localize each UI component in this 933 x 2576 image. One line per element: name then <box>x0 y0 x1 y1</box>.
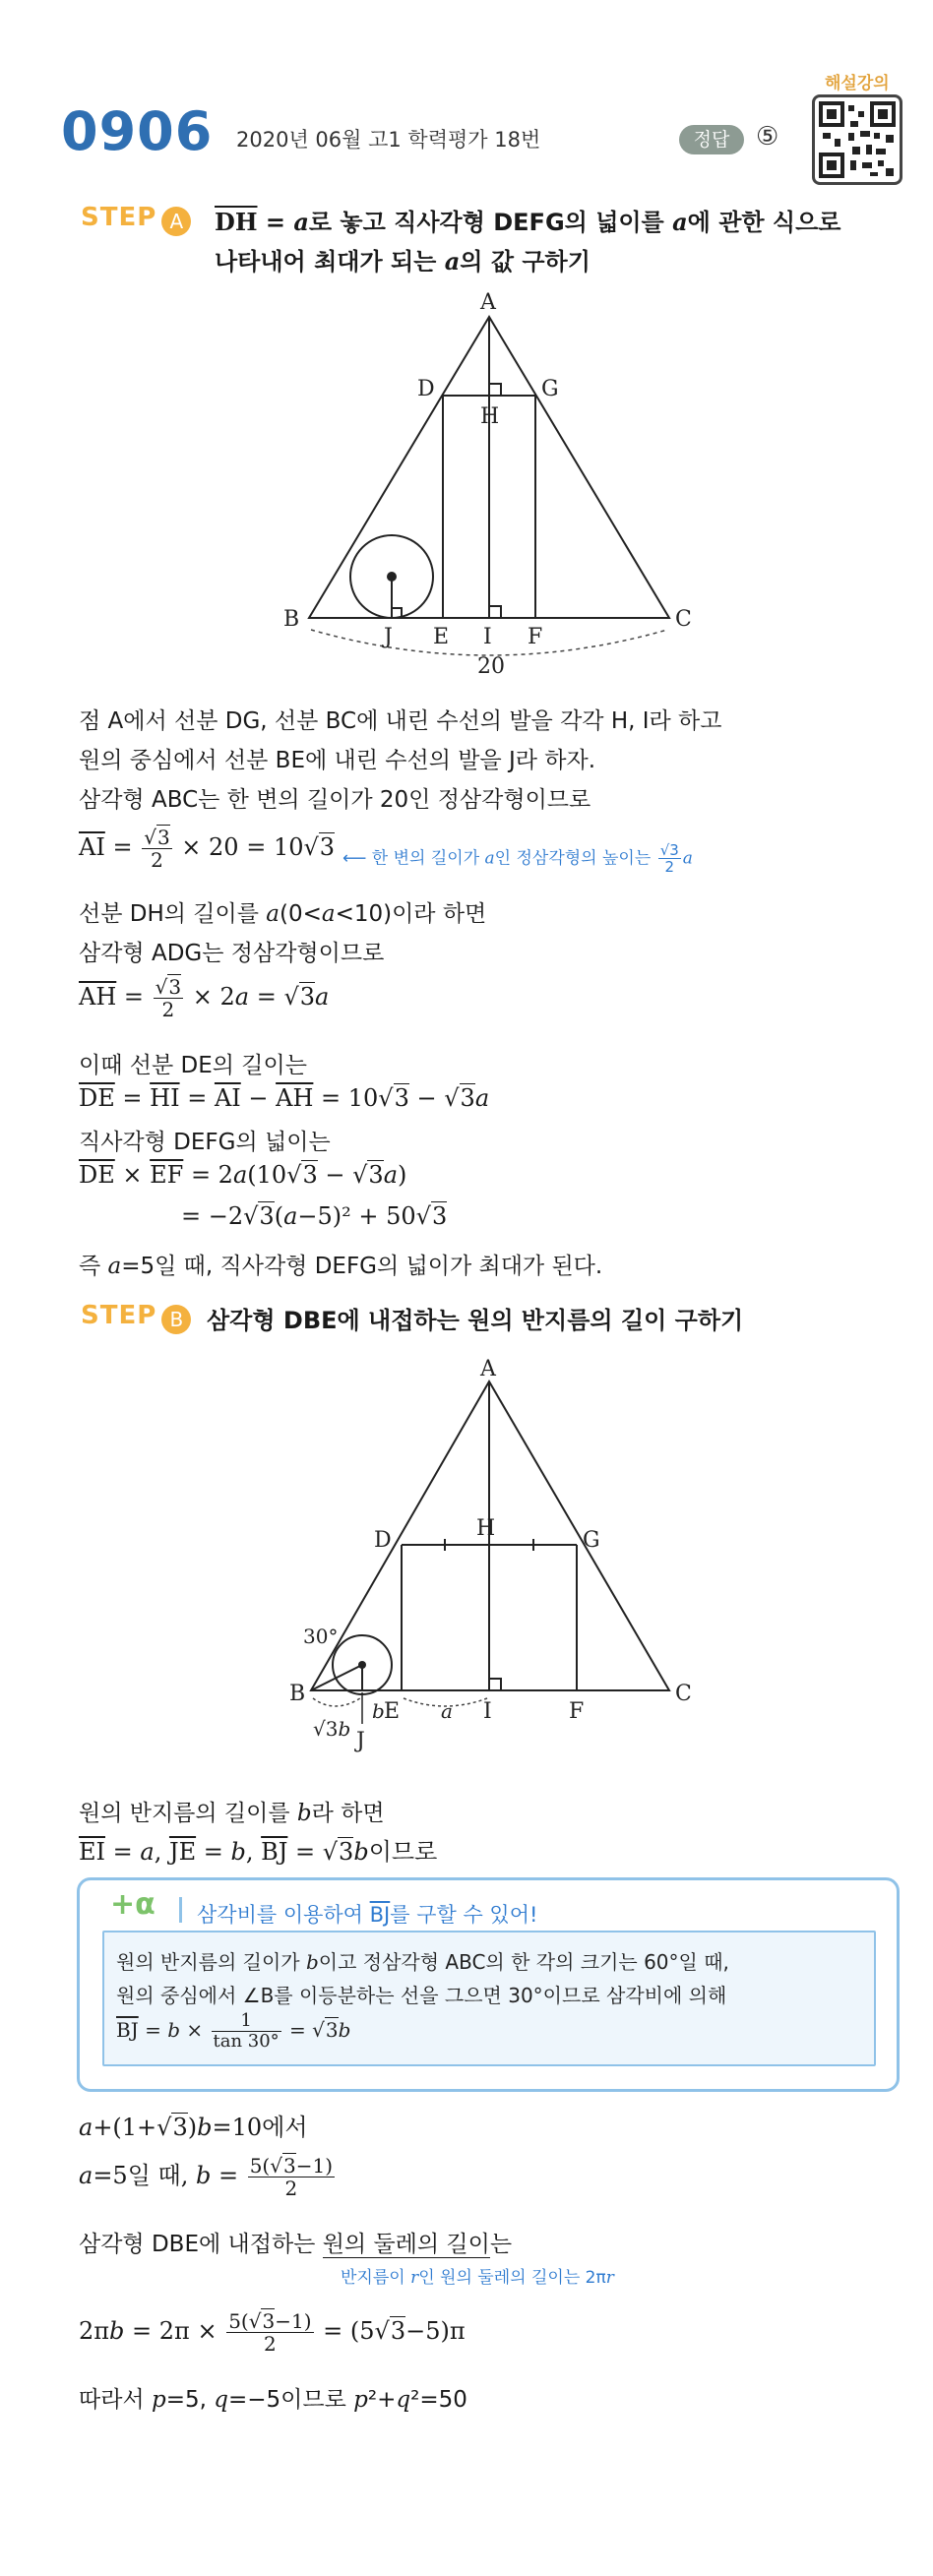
step-b-eq1: $\overline{EI} = a$, $\overline{JE} = b$, $\overline{BJ} = √3b$이므로 <box>79 1838 438 1866</box>
final-para2: 따라서 p=5, q=−5이므로 p²+q²=50 <box>79 2387 467 2413</box>
step-a-eq5: = −2√3(a−5)² + 50√3 <box>181 1202 448 1230</box>
answer-badge: 정답 <box>679 125 744 154</box>
step-a-para1: 점 A에서 선분 DG, 선분 BC에 내린 수선의 발을 각각 H, I라 하고 <box>79 708 722 734</box>
step-a-para3: 삼각형 ABC는 한 변의 길이가 20인 정삼각형이므로 <box>79 787 591 813</box>
fig2-label-c: C <box>675 1682 692 1706</box>
label-a: A <box>480 290 496 315</box>
step-b-label: STEP B <box>81 1301 191 1334</box>
fig2-label-sqrt3b: √3b <box>313 1717 351 1741</box>
final-note: 반지름이 r인 원의 둘레의 길이는 2πr <box>341 2268 614 2288</box>
step-b-badge: B <box>161 1305 191 1334</box>
fig2-label-b-small: b <box>372 1699 385 1723</box>
label-c: C <box>675 607 692 632</box>
fig2-label-h: H <box>476 1516 496 1541</box>
label-j: J <box>384 625 393 649</box>
fig2-label-i: I <box>483 1699 492 1724</box>
fig2-label-a-small: a <box>441 1699 453 1723</box>
step-a-eq3: $\overline{DE} = \overline{HI} = \overline{AI} - \overline{AH} = 10√3 - √3a$ <box>79 1084 490 1112</box>
fig2-label-j: J <box>356 1729 365 1753</box>
tip-line2: 원의 중심에서 ∠B를 이등분하는 선을 그으면 30°이므로 삼각비에 의해 <box>116 1984 727 2007</box>
qr-label: 해설강의 <box>825 74 890 93</box>
step-a-para5: 삼각형 ADG는 정삼각형이므로 <box>79 941 385 966</box>
step-a-label: STEP A <box>81 203 191 236</box>
label-i: I <box>483 625 492 649</box>
final-eq1: a+(1+√3)b=10에서 <box>79 2114 308 2141</box>
label-f: F <box>528 625 543 649</box>
fig2-label-e: E <box>384 1699 401 1724</box>
label-b: B <box>283 607 300 632</box>
problem-source: 2020년 06월 고1 학력평가 18번 <box>236 128 541 152</box>
step-a-para2: 원의 중심에서 선분 BE에 내린 수선의 발을 J라 하자. <box>79 748 596 773</box>
final-eq3: 2πb = 2π × $\frac{5(√3-1)}{2}$ = (5√3−5)π <box>79 2309 466 2356</box>
label-g: G <box>541 377 559 401</box>
tip-line3: $\overline{BJ} = b$ × $\frac{1}{\tan 30^\circ}$ = √3b <box>116 2010 351 2052</box>
step-a-para6: 이때 선분 DE의 길이는 <box>79 1053 307 1078</box>
label-20: 20 <box>477 654 505 679</box>
step-a-eq1: $\overline{AI}$ = $\frac{√3}{2}$ × 20 = 10√3 <box>79 826 336 872</box>
fig2-label-30deg: 30° <box>303 1625 339 1648</box>
step-a-eq2: $\overline{AH}$ = $\frac{√3}{2}$ × 2a = √3a <box>79 975 330 1021</box>
tip-divider <box>179 1897 182 1923</box>
final-eq2: a=5일 때, b = $\frac{5(√3-1)}{2}$ <box>79 2154 334 2200</box>
fig2-label-f: F <box>569 1699 585 1724</box>
label-e: E <box>433 625 450 649</box>
step-a-note1: ⟵ 한 변의 길이가 a인 정삼각형의 높이는 $\frac{√3}{2}$ a <box>342 841 693 876</box>
qr-code-icon[interactable] <box>812 94 902 185</box>
label-d: D <box>417 377 435 401</box>
triangle-figure-1 <box>276 287 709 691</box>
step-b-title: 삼각형 DBE에 내접하는 원의 반지름의 길이 구하기 <box>207 1307 744 1334</box>
step-a-para7: 직사각형 DEFG의 넓이는 <box>79 1130 331 1155</box>
step-a-title-line1: $\overline{DH} = a$로 놓고 직사각형 DEFG의 넓이를 a에 관한 식으로 <box>215 208 841 236</box>
label-h: H <box>480 404 500 429</box>
triangle-figure-2 <box>276 1358 709 1791</box>
fig2-label-b: B <box>289 1682 306 1706</box>
step-a-badge: A <box>161 207 191 236</box>
step-a-para4: 선분 DH의 길이를 a(0<a<10)이라 하면 <box>79 901 487 927</box>
tip-line1: 원의 반지름의 길이가 b이고 정삼각형 ABC의 한 각의 크기는 60°일 때, <box>116 1950 729 1974</box>
step-a-para8: 즉 a=5일 때, 직사각형 DEFG의 넓이가 최대가 된다. <box>79 1254 603 1279</box>
final-para1: 삼각형 DBE에 내접하는 원의 둘레의 길이는 <box>79 2232 513 2257</box>
fig2-label-a: A <box>480 1358 496 1381</box>
tip-badge: +α <box>110 1887 156 1922</box>
step-b-para1: 원의 반지름의 길이를 b라 하면 <box>79 1801 385 1826</box>
tip-title: 삼각비를 이용하여 $\overline{BJ}$를 구할 수 있어! <box>197 1903 538 1927</box>
step-a-eq4: $\overline{DE} \times \overline{EF} = 2a(10√3 - √3a)$ <box>79 1161 407 1189</box>
fig2-label-g: G <box>583 1528 600 1553</box>
step-a-title-line2: 나타내어 최대가 되는 a의 값 구하기 <box>215 247 591 276</box>
answer-value: ⑤ <box>756 122 779 152</box>
problem-number: 0906 <box>61 100 214 162</box>
fig2-label-d: D <box>374 1528 392 1553</box>
